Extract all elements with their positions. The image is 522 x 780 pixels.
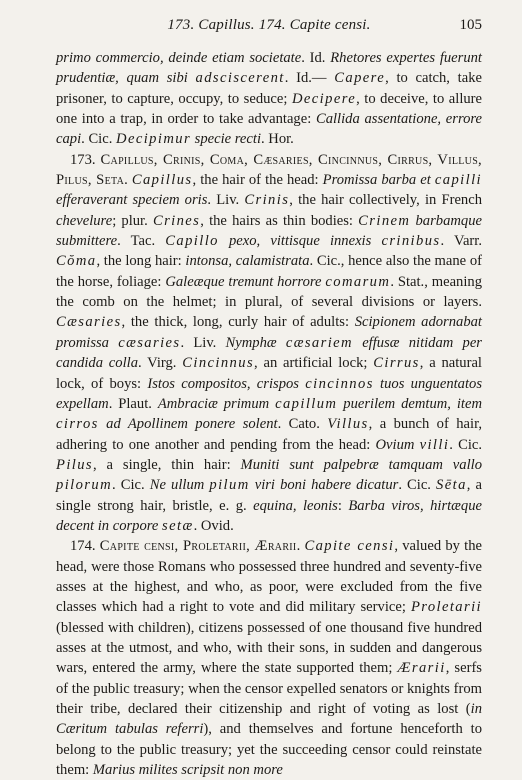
latin-term: Crines (152, 212, 201, 229)
text-run: , to catch, take prisoner, to capture, occupy, to seduce; (56, 70, 482, 107)
text-run: . (296, 538, 305, 555)
latin-term: Ne ullum (149, 477, 210, 494)
latin-term: Crinis (244, 192, 290, 209)
text-run: . Tac. (117, 233, 166, 250)
latin-term: tuos unguentatos expellam (56, 375, 482, 412)
paragraph-174-capite-censi (56, 536, 482, 780)
latin-term: Capere (334, 70, 386, 87)
latin-term: Callida assentatione, errore capi (56, 111, 482, 148)
latin-term: equina, leonis (253, 497, 338, 514)
text-run: , valued by the head, were those Romans who possessed three hundred and seventy-five asses at the highest, and who, as poor, were excluded from the five classes which had a right to vote and did military service; (56, 538, 482, 616)
latin-term: intonsa, calamistrata (185, 253, 310, 270)
text-run: , the thick, long, curly hair of adults: (121, 314, 355, 331)
latin-term: efferaverant speciem oris (56, 192, 208, 209)
text-run: . Stat., meaning the comb on the helmet; in plural, of several divisions or layers. (56, 273, 482, 311)
latin-term: Barba viros, hirtæque decent in corpore (56, 497, 482, 534)
text-run: . Hor. (261, 131, 294, 148)
text-run: , serfs of the public treasury; when the censor expelled senators or knights from their tribe, declared their citizenship and right of voting as lost ( (56, 660, 482, 717)
running-header (56, 14, 482, 38)
latin-term: Capite censi (304, 538, 395, 555)
text-run: , an artificial lock; (254, 355, 374, 372)
text-run: , the hairs as thin bodies: (200, 212, 359, 229)
text-run: ; plur. (112, 212, 153, 229)
latin-term: Scipionem adornabat promissa (56, 314, 482, 351)
text-run: . (124, 172, 132, 189)
latin-term: specie recti (191, 131, 261, 148)
latin-term: Pilus (56, 456, 93, 473)
latin-term: in Cæritum tabulas referri (56, 701, 482, 738)
latin-term: pilorum (56, 477, 113, 494)
text-run: , the long hair: (96, 253, 186, 270)
latin-term: Decipimur (116, 131, 192, 148)
latin-term: comarum (325, 273, 391, 290)
latin-term: capilli (434, 172, 482, 189)
latin-term: Cirrus (373, 355, 420, 372)
latin-term: Muniti sunt palpebræ tamquam vallo (240, 456, 482, 473)
text-run: . Cic. (398, 477, 437, 494)
latin-term: ad Apollinem ponere solent (98, 416, 278, 433)
latin-term: adsciscerent (195, 70, 285, 87)
text-run: 174. (70, 538, 100, 555)
page-number: 105 (459, 17, 482, 33)
text-run: 173. (70, 151, 101, 168)
text-run: , a single strong hair, bristle, e. g. (56, 477, 482, 514)
latin-term: puerilem demtum, item (337, 395, 482, 412)
text-run: . Ovid. (193, 517, 234, 534)
latin-term: Cincinnus (182, 355, 255, 372)
latin-term: cæsaries (118, 334, 181, 351)
latin-term: villi (419, 436, 450, 453)
latin-term: Ovium (375, 436, 420, 453)
latin-term: viri boni habere dicatur (249, 477, 399, 494)
text-run: . Liv. (180, 334, 226, 351)
latin-term: cæsariem (285, 334, 353, 351)
latin-term: Capillus (131, 172, 193, 189)
latin-term: cirros (56, 416, 99, 433)
paragraph-173-capillus (56, 150, 482, 537)
latin-term: Villus (327, 416, 369, 433)
text-run: . Cic. (112, 477, 150, 494)
page-body (56, 48, 482, 780)
text-run: . Plaut. (108, 395, 158, 412)
text-run: . Cato. (277, 416, 328, 433)
latin-term: primo commercio, deinde etiam societate (56, 50, 302, 66)
text-run: , the hair collectively, in French (289, 192, 483, 209)
text-run: . Id. (301, 50, 331, 66)
latin-term: cincinnos (305, 375, 374, 392)
text-run: . Virg. (138, 355, 183, 372)
latin-term: barbamque submittere (56, 212, 482, 250)
text-run: , a natural lock, of boys: (56, 355, 482, 392)
text-run: : (337, 497, 349, 514)
latin-term: chevelure (56, 212, 113, 229)
entry-headwords: Capillus, Crinis, Coma, Cæsaries, Cincinnus, Cirrus, Villus, Pilus, Seta (56, 151, 483, 189)
latin-term: effusæ nitidam per candida colla (56, 334, 482, 372)
latin-term: Decipere (291, 90, 357, 107)
latin-term: Galeæque tremunt horrore (165, 273, 326, 290)
latin-term: Ambraciæ primum (157, 395, 276, 412)
latin-term: Cŏma (56, 253, 97, 270)
latin-term: pilum (209, 477, 250, 494)
paragraph-continuation (56, 48, 482, 150)
text-run: ), and themselves and fortune henceforth to belong to the public treasury; yet the succeeding censor could reinstate them: (56, 721, 482, 779)
text-run: , the hair of the head: (192, 172, 323, 189)
text-run: (blessed with children), citizens possessed of one thousand five hundred asses at the utmost, and who, with their sons, in sudden and dangerous wars, entered the army, where the state supported them; (56, 619, 482, 677)
text-run: , to deceive, to allure one into a trap, in order to take advantage: (56, 90, 483, 128)
text-run: . Liv. (207, 192, 245, 209)
text-run: . Varr. (440, 233, 482, 250)
latin-term: Capillo (165, 233, 219, 250)
latin-term: Proletarii (410, 599, 482, 616)
running-title: 173. Capillus. 174. Capite censi. (167, 17, 371, 33)
latin-term: Nymphæ (225, 334, 286, 351)
text-run: . Cic., hence also the mane of the horse, foliage: (56, 253, 482, 290)
latin-term: capillum (275, 395, 338, 412)
text-run: . Cic. (449, 436, 482, 453)
latin-term: Cæsaries (56, 314, 122, 331)
latin-term: pexo, vittisque innexis (218, 233, 382, 250)
latin-term: setæ (162, 517, 194, 534)
latin-term: Istos compositos, crispos (147, 375, 306, 392)
text-run: . Id.— (284, 70, 335, 87)
text-run: , a single, thin hair: (93, 456, 241, 473)
latin-term: Crinem (358, 212, 411, 229)
latin-term: Promissa barba et (322, 172, 435, 189)
text-run: , a bunch of hair, adhering to one another and pending from the head: (56, 416, 482, 453)
entry-headwords: Capite censi, Proletarii, Ærarii (99, 538, 297, 555)
latin-term: Ærarii (397, 660, 446, 677)
latin-term: Marius milites scripsit non more (92, 762, 283, 779)
latin-term: Rhetores expertes fuerunt prudentiæ, quam sibi (56, 50, 482, 87)
text-run: . Cic. (81, 131, 117, 148)
latin-term: crinibus (381, 233, 441, 250)
latin-term: Sēta (436, 477, 467, 494)
